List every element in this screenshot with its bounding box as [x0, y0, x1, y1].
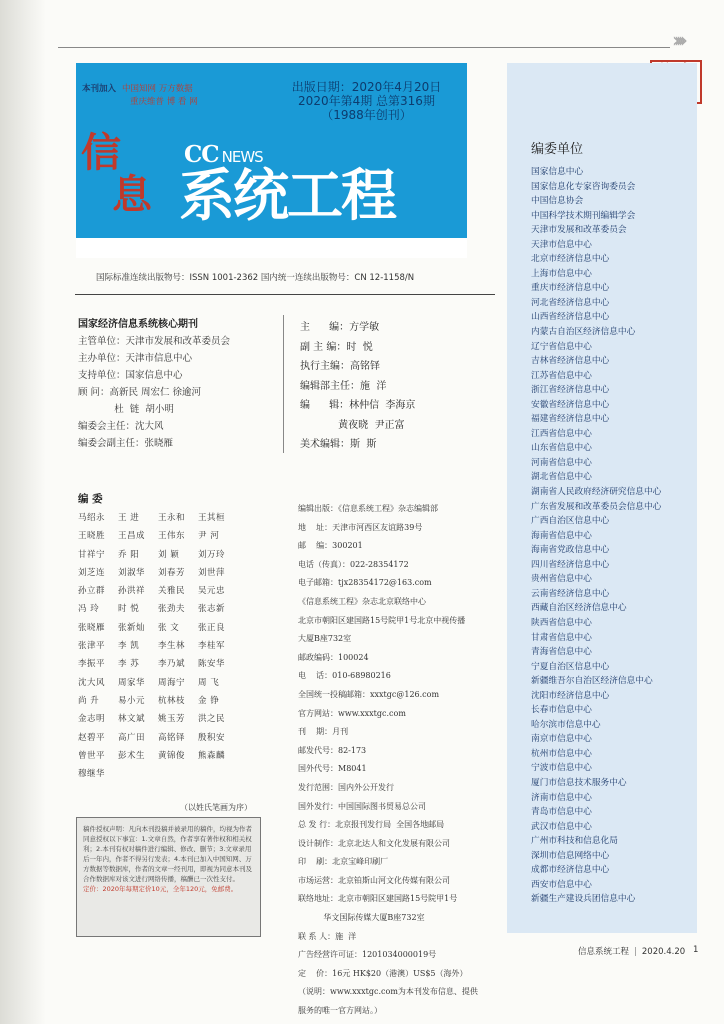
board-member: 彭术生: [118, 750, 146, 761]
board-member: 洪之民: [198, 714, 226, 725]
staff-row: 编辑部主任：施 洋: [300, 380, 387, 392]
committee-unit: 湖南省人民政府经济研究信息中心: [531, 487, 662, 498]
board-member: 李乃斌: [158, 659, 186, 670]
issn-line: 国际标准连续出版物号：ISSN 1001-2362 国内统一连续出版物号：CN 12-1158/N: [96, 273, 415, 283]
partners-label: 本刊加入: [82, 84, 117, 94]
contact-info: [298, 500, 478, 1021]
journal-title: 系统工程: [179, 164, 395, 229]
contact-row: 发行范围：国内外公开发行: [298, 782, 394, 792]
board-member: 刘芝连: [78, 567, 106, 578]
board-row: [78, 710, 238, 728]
committee-unit: 辽宁省信息中心: [531, 341, 592, 352]
board-member: 尹 河: [198, 531, 220, 542]
board-member: 黄锦俊: [158, 750, 186, 761]
committee-unit: 江苏省信息中心: [531, 370, 592, 381]
committee-unit: 宁夏自治区信息中心: [531, 661, 610, 672]
page-number: 1: [693, 945, 699, 955]
board-member: 马绍永: [78, 513, 106, 523]
board-member: 李 凯: [118, 641, 140, 652]
board-member: 李 苏: [118, 659, 140, 670]
board-row: [78, 600, 238, 618]
news-text: NEWS: [221, 148, 263, 166]
board-member: 金 铮: [198, 695, 220, 706]
board-member: 甘祥宁: [78, 549, 106, 560]
board-member: 刘万玲: [198, 549, 226, 560]
committee-unit: 西藏自治区经济信息中心: [531, 603, 627, 614]
binding-spine: [0, 0, 46, 1024]
board-member: 周海宁: [158, 677, 186, 688]
board-order-note: （以姓氏笔画为序）: [180, 803, 252, 812]
contact-row: 定 价：16元 HK$20（港澳）US$5（海外）: [298, 968, 468, 978]
contact-row: 《信息系统工程》杂志北京联络中心: [298, 596, 426, 606]
board-member: 刘春芳: [158, 567, 186, 578]
board-member: 曾世平: [78, 750, 106, 761]
committee-unit: 上海市信息中心: [531, 268, 592, 279]
committee-unit: 海南省党政信息中心: [531, 545, 610, 556]
committee-unit: 陕西省信息中心: [531, 617, 592, 628]
board-member: 高广田: [118, 732, 146, 743]
masthead: [76, 63, 467, 258]
footer-date: 2020.4.20: [641, 947, 686, 957]
committee-unit: 内蒙古自治区经济信息中心: [531, 327, 636, 338]
board-member: 孙立群: [78, 586, 106, 597]
contact-row: 电子邮箱：tjx28354172@163.com: [298, 578, 432, 588]
committee-unit: 四川省经济信息中心: [531, 559, 610, 570]
info-row: 顾 问：高新民 周宏仁 徐逾河: [78, 387, 202, 398]
title-char-xin: 信: [81, 130, 121, 176]
committee-unit: 重庆市经济信息中心: [531, 283, 610, 294]
board-row: [78, 729, 238, 747]
board-member: 李振平: [78, 659, 106, 670]
board-row: [78, 509, 238, 527]
contact-row: 国外发行：中国国际图书贸易总公司: [298, 801, 426, 811]
board-member: 高铭铎: [158, 732, 186, 743]
board-member: 熊森麟: [198, 750, 226, 761]
staff-row: 执行主编：高铭铎: [300, 361, 380, 372]
notice-text: 稿件授权声明：凡向本刊投稿并被录用的稿件，均视为作者同意授权以下事宜：1.文章自然，作者享有著作权和相关权利；2.本刊有权对稿件进行编辑、修改、删节；3.文章录用后一年内，作者不得另行发表；4.本刊已加入中国知网、万方数据等数据库，作者的文章一经刊用，即视为同意本刊及合作数据库对该文进行网络传播，稿酬已一次性支付。: [83, 825, 252, 883]
board-member: 张津平: [78, 641, 106, 652]
board-member: 姚玉芳: [158, 714, 186, 725]
staff-row: 副 主 编：时 悦: [300, 341, 373, 353]
board-title: 编 委: [78, 493, 103, 505]
page-footer: [578, 945, 685, 957]
contact-row: 编辑出版：《信息系统工程》杂志编辑部: [298, 504, 438, 513]
committee-unit: 贵州省信息中心: [531, 574, 592, 585]
cc-text: CC: [184, 141, 219, 168]
board-member: 王其桓: [198, 513, 226, 523]
staff-row: 主 编：方学敏: [300, 322, 380, 333]
committee-units: [531, 165, 661, 907]
board-row: [78, 619, 238, 637]
contact-row: （说明：www.xxxtgc.com为本刊发布信息、提供: [298, 987, 478, 997]
board-member: 张志新: [198, 604, 226, 615]
committee-unit: 山西省经济信息中心: [531, 312, 610, 323]
info-row: 支持单位：国家信息中心: [78, 370, 183, 381]
issue-number: 2020年第4期 总第316期: [298, 94, 435, 108]
committee-unit: 江西省信息中心: [531, 428, 592, 439]
contact-row: 华文国际传媒大厦B座732室: [298, 913, 425, 923]
board-row: [78, 527, 238, 545]
committee-unit: 甘肃省信息中心: [531, 632, 592, 643]
board-member: 吴元忠: [198, 586, 226, 597]
committee-unit: 湖北省信息中心: [531, 472, 592, 483]
masthead-white-bar: [76, 238, 467, 258]
board-row: [78, 655, 238, 673]
committee-unit: 哈尔滨市信息中心: [531, 719, 601, 730]
committee-unit: 新疆维吾尔自治区经济信息中心: [531, 676, 653, 687]
board-members: [78, 509, 238, 783]
committee-unit: 河北省经济信息中心: [531, 297, 610, 308]
committee-unit: 国家信息化专家咨询委员会: [531, 181, 636, 192]
contact-row: 邮政编码：100024: [298, 652, 369, 662]
contact-row: 邮发代号：82-173: [298, 745, 367, 755]
column-divider: [283, 315, 284, 453]
board-member: 陈安华: [198, 659, 226, 670]
board-member: 乔 阳: [118, 549, 140, 560]
notice-price: 定价：2020年每期定价10元，全年120元，免邮费。: [83, 885, 238, 893]
contact-row: 邮 编：300201: [298, 541, 363, 551]
committee-unit: 沈阳市经济信息中心: [531, 690, 610, 701]
editorial-staff: [300, 318, 415, 455]
board-member: 李桂军: [198, 641, 226, 652]
board-member: 张劲夫: [158, 604, 186, 615]
committee-unit: 广西自治区信息中心: [531, 516, 610, 527]
committee-unit: 长春市信息中心: [531, 705, 592, 716]
committee-unit: 南京市信息中心: [531, 734, 592, 745]
board-member: 王晓胜: [78, 531, 106, 542]
board-member: 张 文: [158, 622, 180, 633]
committee-unit: 中国信息协会: [531, 196, 584, 207]
contact-row: 刊 期：月刊: [298, 727, 349, 737]
contact-row: 电话（传真）：022-28354172: [298, 559, 409, 569]
board-member: 刘淑华: [118, 567, 146, 578]
issue-date: 出版日期：2020年4月20日: [291, 80, 442, 94]
committee-unit: 青岛市信息中心: [531, 807, 592, 818]
board-row: [78, 747, 238, 765]
contact-row: 全国统一投稿邮箱：xxxtgc@126.com: [298, 689, 440, 699]
partners-line-2: 重庆维普 博 看 网: [130, 97, 198, 107]
board-member: 林文斌: [118, 714, 146, 725]
contact-row: 总 发 行：北京报刊发行局 全国各地邮局: [298, 820, 445, 830]
board-member: 王昌成: [118, 531, 146, 542]
board-member: 时 悦: [118, 604, 140, 615]
contact-row: 官方网站：www.xxxtgc.com: [298, 708, 406, 718]
board-row: [78, 546, 238, 564]
board-member: 刘世萍: [198, 567, 226, 578]
board-row: [78, 637, 238, 655]
board-member: 张晓雁: [78, 622, 106, 633]
committee-unit: 天津市发展和改革委员会: [531, 225, 627, 236]
board-member: 尚 升: [78, 695, 100, 706]
board-row: [78, 564, 238, 582]
board-member: 金志明: [78, 714, 106, 725]
board-member: 张正良: [198, 622, 226, 633]
info-row: 编委会副主任：张晓雁: [78, 438, 174, 449]
committee-unit: 河南省信息中心: [531, 457, 592, 468]
issue-info: [274, 80, 459, 122]
board-member: 杭林枝: [158, 695, 186, 706]
committee-unit: 浙江省经济信息中心: [531, 385, 610, 396]
board-member: 周 飞: [198, 677, 220, 688]
contact-row: 国外代号：M8041: [298, 764, 367, 774]
board-member: 王伟东: [158, 531, 186, 542]
contact-row: 联 系 人：施 洋: [298, 931, 357, 941]
founded-year: （1988年创刊）: [321, 108, 412, 122]
board-member: 殷积安: [198, 732, 226, 743]
committee-unit: 天津市信息中心: [531, 239, 592, 250]
board-member: 关雅民: [158, 586, 186, 597]
section-divider: [75, 294, 495, 295]
staff-row: 美术编辑：斯 斯: [300, 439, 377, 450]
board-member: 穆继华: [78, 769, 106, 780]
board-row: [78, 765, 238, 783]
database-partners: [82, 83, 198, 109]
committee-unit: 青海省信息中心: [531, 647, 592, 658]
committee-unit: 山东省信息中心: [531, 443, 592, 454]
board-member: 周家华: [118, 677, 146, 688]
chevron-arrows-icon: ›››››: [672, 28, 682, 52]
board-member: 王永和: [158, 513, 186, 523]
committee-unit: 杭州市信息中心: [531, 748, 592, 759]
contact-row: 市场运营：北京铂斯山河文化传媒有限公司: [298, 875, 450, 885]
copyright-notice: [76, 817, 261, 937]
board-member: 冯 玲: [78, 604, 100, 615]
title-char-xi: 息: [112, 172, 152, 218]
board-member: 易小元: [118, 695, 146, 706]
committee-unit: 西安市信息中心: [531, 879, 592, 890]
board-member: 张新灿: [118, 622, 146, 633]
committee-unit: 福建省经济信息中心: [531, 414, 610, 425]
info-row: 主办单位：天津市信息中心: [78, 353, 193, 364]
footer-separator: |: [634, 947, 637, 957]
info-row: 杜 链 胡小明: [78, 404, 174, 415]
contact-row: 服务的唯一官方网站。）: [298, 1006, 382, 1016]
board-member: 李生林: [158, 641, 186, 652]
contact-row: 印 刷：北京宝峰印刷厂: [298, 857, 389, 867]
committee-unit: 广东省发展和改革委员会信息中心: [531, 501, 662, 512]
contact-row: 联络地址：北京市朝阳区建国路15号院甲1号: [298, 894, 458, 904]
contact-row: 电 话：010-68980216: [298, 671, 391, 681]
committee-unit: 武汉市信息中心: [531, 821, 592, 832]
committee-unit: 国家信息中心: [531, 167, 584, 177]
committee-unit: 新疆生产建设兵团信息中心: [531, 894, 636, 905]
board-member: 王 进: [118, 513, 140, 523]
footer-journal: 信息系统工程: [578, 947, 630, 957]
top-rule: [58, 47, 670, 48]
core-journal-title: 国家经济信息系统核心期刊: [78, 319, 198, 330]
staff-row: 黄夜晓 尹正富: [300, 419, 405, 431]
board-member: 沈大风: [78, 677, 106, 688]
board-member: 赵碧平: [78, 732, 106, 743]
board-row: [78, 674, 238, 692]
committee-title: 编委单位: [531, 142, 584, 157]
board-row: [78, 692, 238, 710]
committee-unit: 中国科学技术期刊编辑学会: [531, 210, 636, 221]
committee-unit: 云南省经济信息中心: [531, 588, 610, 599]
committee-unit: 安徽省经济信息中心: [531, 399, 610, 410]
committee-unit: 北京市经济信息中心: [531, 254, 610, 265]
partners-line-1: 中国知网 万方数据: [122, 84, 193, 94]
committee-unit: 济南市信息中心: [531, 792, 592, 803]
info-row: 编委会主任：沈大风: [78, 421, 164, 432]
contact-row: 大厦B座732室: [298, 634, 352, 644]
contact-row: 地 址：天津市河西区友谊路39号: [298, 522, 423, 532]
committee-unit: 海南省信息中心: [531, 530, 592, 541]
committee-unit: 厦门市信息技术服务中心: [531, 777, 627, 788]
committee-unit: 宁波市信息中心: [531, 763, 592, 774]
contact-row: 广告经营许可证：1201034000019号: [298, 950, 437, 960]
committee-unit: 深圳市信息网络中心: [531, 850, 610, 861]
board-row: [78, 582, 238, 600]
committee-unit: 广州市科技和信息化局: [531, 836, 618, 847]
committee-unit: 吉林省经济信息中心: [531, 356, 610, 367]
committee-unit: 成都市经济信息中心: [531, 865, 610, 876]
staff-row: 编 辑：林仲信 李海京: [300, 400, 416, 411]
info-row: 主管单位：天津市发展和改革委员会: [78, 336, 231, 347]
contact-row: 北京市朝阳区建国路15号院甲1号北京中视传播: [298, 615, 466, 625]
publisher-info: [78, 316, 230, 452]
contact-row: 设计制作：北京北达人和文化发展有限公司: [298, 838, 450, 848]
board-member: 刘 颖: [158, 549, 180, 560]
board-member: 孙洪祥: [118, 586, 146, 597]
